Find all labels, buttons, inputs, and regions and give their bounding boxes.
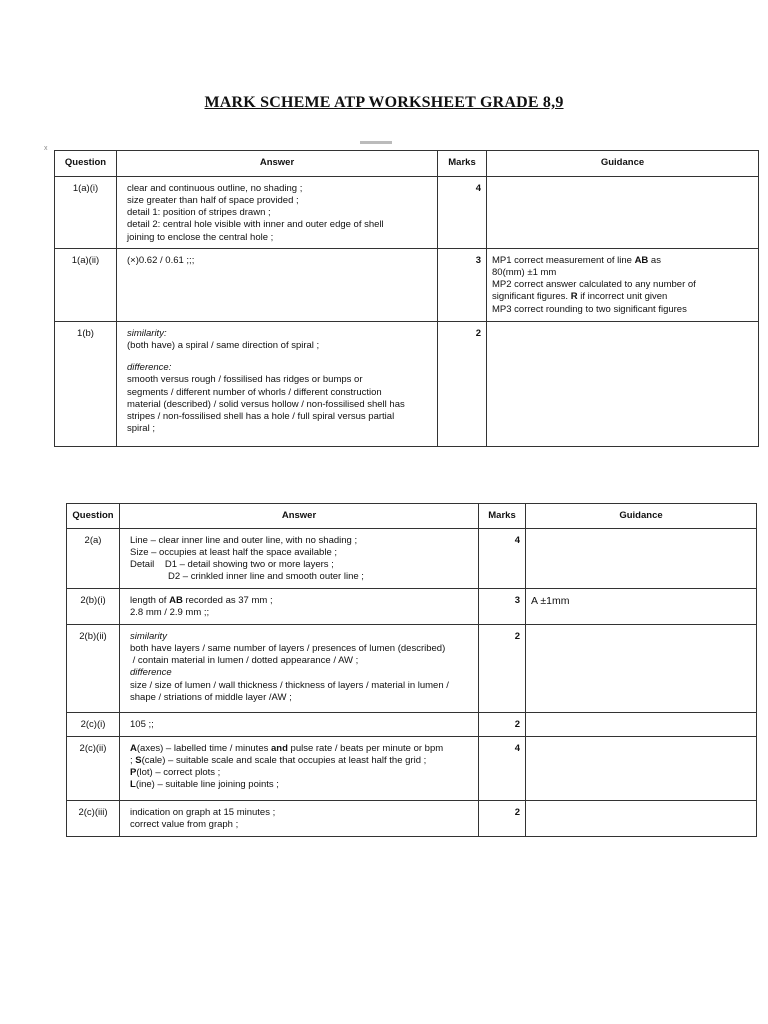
answer-line: both have layers / same number of layers / presences of lumen (described) xyxy=(130,643,446,655)
answer-line: P(lot) – correct plots ; xyxy=(130,767,221,779)
guidance-cell xyxy=(526,529,757,589)
faint-header-mark xyxy=(360,141,392,144)
marks-cell: 4 xyxy=(479,737,526,801)
answer-cell xyxy=(120,625,479,713)
marks-cell: 3 xyxy=(479,589,526,625)
answer-line: Detail D1 – detail showing two or more layers ; xyxy=(130,559,334,571)
header-guidance: Guidance xyxy=(526,504,757,529)
answer-line: difference: xyxy=(127,362,172,374)
table-header-row xyxy=(55,151,759,177)
answer-line: similarity: xyxy=(127,328,167,339)
table-row xyxy=(67,589,757,625)
answer-cell xyxy=(117,249,438,322)
answer-line: length of AB recorded as 37 mm ; xyxy=(130,595,273,606)
table-row xyxy=(67,737,757,801)
answer-line: correct value from graph ; xyxy=(130,819,239,831)
question-cell: 2(b)(i) xyxy=(67,589,120,625)
guidance-cell xyxy=(487,177,759,249)
answer-line: joining to enclose the central hole ; xyxy=(127,231,274,243)
answer-line: (×)0.62 / 0.61 ;;; xyxy=(127,255,195,266)
guidance-line: 80(mm) ±1 mm xyxy=(492,267,557,279)
table-row xyxy=(67,625,757,713)
answer-line: segments / different number of whorls / different construction xyxy=(127,386,382,398)
question-cell: 2(a) xyxy=(67,529,120,589)
answer-line: indication on graph at 15 minutes ; xyxy=(130,807,276,818)
answer-line: D2 – crinkled inner line and smooth outer line ; xyxy=(168,571,364,583)
guidance-line: MP3 correct rounding to two significant figures xyxy=(492,303,687,315)
marks-cell: 4 xyxy=(438,177,487,249)
answer-line: similarity xyxy=(130,631,167,642)
answer-line: difference xyxy=(130,667,172,679)
answer-line: Line – clear inner line and outer line, with no shading ; xyxy=(130,535,358,546)
question-cell: 2(c)(ii) xyxy=(67,737,120,801)
mark-scheme-table-1 xyxy=(54,150,759,447)
answer-line: A(axes) – labelled time / minutes and pulse rate / beats per minute or bpm xyxy=(130,743,444,754)
header-answer: Answer xyxy=(120,504,479,529)
guidance-line: significant figures. R if incorrect unit given xyxy=(492,291,668,303)
guidance-line: A ±1mm xyxy=(531,595,570,607)
answer-cell xyxy=(117,322,438,447)
guidance-cell xyxy=(526,737,757,801)
guidance-cell xyxy=(526,625,757,713)
answer-line: 2.8 mm / 2.9 mm ;; xyxy=(130,607,210,619)
table-row xyxy=(55,177,759,249)
answer-cell xyxy=(120,589,479,625)
answer-cell xyxy=(120,529,479,589)
header-guidance: Guidance xyxy=(487,151,759,177)
answer-line: clear and continuous outline, no shading ; xyxy=(127,183,303,194)
guidance-line: MP1 correct measurement of line AB as xyxy=(492,255,661,266)
answer-line: detail 2: central hole visible with inner and outer edge of shell xyxy=(127,219,384,231)
page-title: MARK SCHEME ATP WORKSHEET GRADE 8,9 xyxy=(204,94,564,111)
answer-line: smooth versus rough / fossilised has ridges or bumps or xyxy=(127,374,363,386)
marks-cell: 4 xyxy=(479,529,526,589)
answer-cell xyxy=(120,713,479,737)
guidance-line: MP2 correct answer calculated to any number of xyxy=(492,279,696,291)
answer-line: size / size of lumen / wall thickness / thickness of layers / material in lumen / xyxy=(130,679,449,691)
guidance-cell xyxy=(487,249,759,322)
guidance-cell xyxy=(526,801,757,837)
answer-line: (both have) a spiral / same direction of spiral ; xyxy=(127,340,320,352)
table-row xyxy=(55,322,759,447)
header-marks: Marks xyxy=(479,504,526,529)
header-marks: Marks xyxy=(438,151,487,177)
answer-line: material (described) / solid versus hollow / non-fossilised shell has xyxy=(127,398,405,410)
answer-line: size greater than half of space provided ; xyxy=(127,195,299,207)
answer-line: spiral ; xyxy=(127,423,155,435)
marks-cell: 2 xyxy=(438,322,487,447)
answer-line: L(ine) – suitable line joining points ; xyxy=(130,779,279,791)
guidance-cell xyxy=(487,322,759,447)
answer-line: shape / striations of middle layer /AW ; xyxy=(130,691,292,703)
answer-line: ; S(cale) – suitable scale and scale that occupies at least half the grid ; xyxy=(130,755,427,767)
answer-line: / contain material in lumen / dotted appearance / AW ; xyxy=(130,655,359,667)
table-row xyxy=(55,249,759,322)
answer-cell xyxy=(117,177,438,249)
marks-cell: 2 xyxy=(479,713,526,737)
answer-line: Size – occupies at least half the space available ; xyxy=(130,547,338,559)
header-answer: Answer xyxy=(117,151,438,177)
page-mark: x xyxy=(44,145,48,152)
question-cell: 1(a)(ii) xyxy=(55,249,117,322)
header-question: Question xyxy=(55,151,117,177)
marks-cell: 2 xyxy=(479,625,526,713)
table-row xyxy=(67,801,757,837)
guidance-cell xyxy=(526,589,757,625)
question-cell: 2(c)(iii) xyxy=(67,801,120,837)
table-header-row xyxy=(67,504,757,529)
answer-line: detail 1: position of stripes drawn ; xyxy=(127,207,271,219)
answer-spacer xyxy=(127,352,431,362)
answer-cell xyxy=(120,737,479,801)
question-cell: 1(b) xyxy=(55,322,117,447)
marks-cell: 3 xyxy=(438,249,487,322)
header-question: Question xyxy=(67,504,120,529)
guidance-cell xyxy=(526,713,757,737)
answer-line: stripes / non-fossilised shell has a hole / full spiral versus partial xyxy=(127,410,395,422)
marks-cell: 2 xyxy=(479,801,526,837)
table-row xyxy=(67,713,757,737)
question-cell: 2(b)(ii) xyxy=(67,625,120,713)
table-row xyxy=(67,529,757,589)
question-cell: 2(c)(i) xyxy=(67,713,120,737)
answer-line: 105 ;; xyxy=(130,719,154,730)
mark-scheme-table-2 xyxy=(66,503,757,837)
answer-cell xyxy=(120,801,479,837)
question-cell: 1(a)(i) xyxy=(55,177,117,249)
